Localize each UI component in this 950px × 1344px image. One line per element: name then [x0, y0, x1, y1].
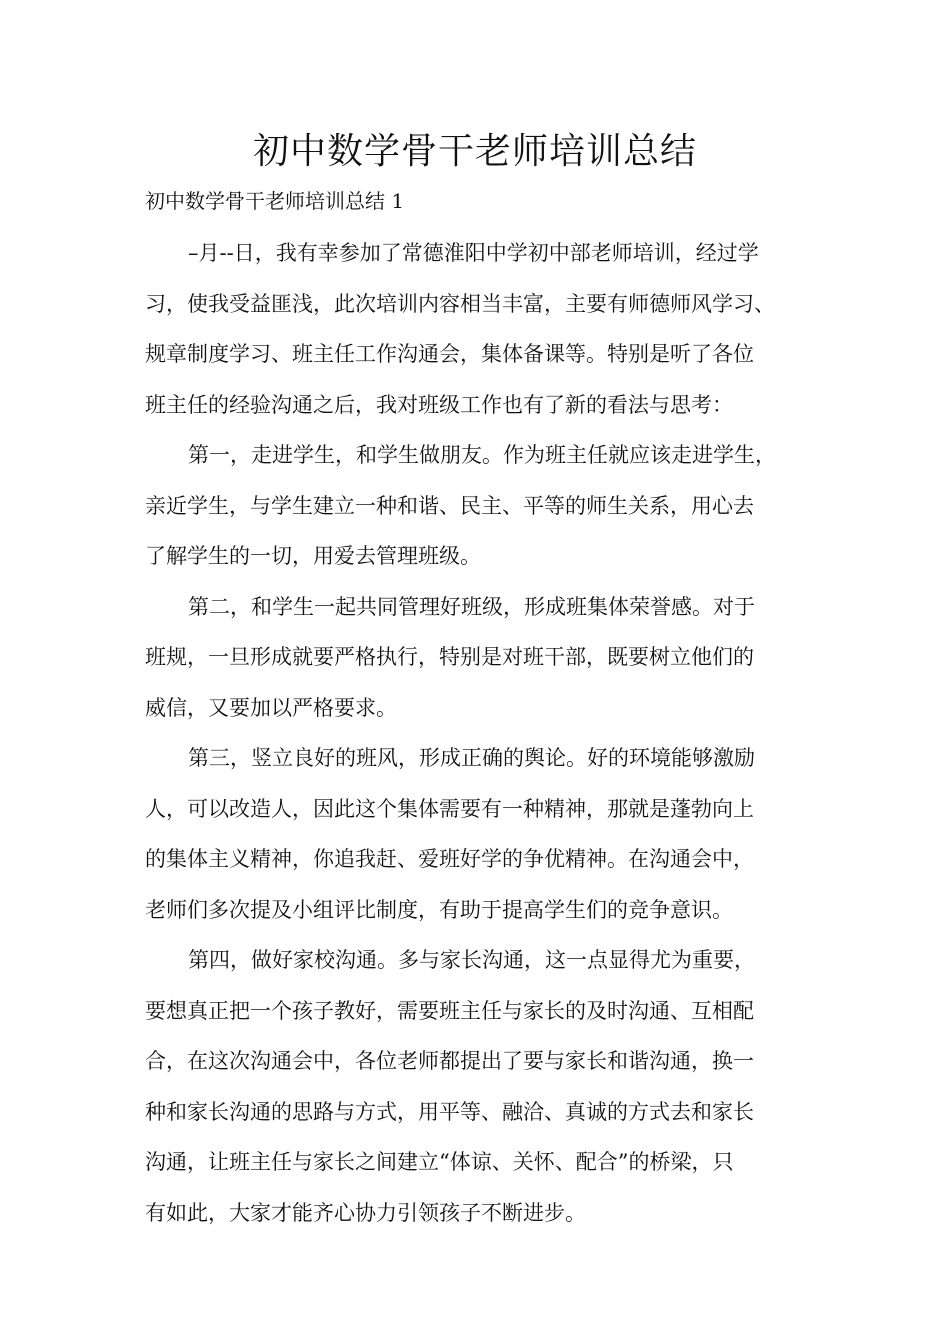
paragraph-1-line-2: 习，使我受益匪浅，此次培训内容相当丰富，主要有师德师风学习、: [145, 291, 775, 316]
paragraph-5-line-5: 沟通，让班主任与家长之间建立“体谅、关怀、配合”的桥梁，只: [145, 1150, 734, 1174]
section-heading: 初中数学骨干老师培训总结 1: [145, 189, 405, 213]
paragraph-3-line-3: 威信，又要加以严格要求。: [145, 695, 397, 720]
paragraph-5-line-4: 种和家长沟通的思路与方式，用平等、融洽、真诚的方式去和家长: [145, 1099, 754, 1124]
paragraph-1-line-4: 班主任的经验沟通之后，我对班级工作也有了新的看法与思考：: [145, 392, 733, 417]
paragraph-5-line-1: 第四，做好家校沟通。多与家长沟通，这一点显得尤为重要，: [188, 948, 755, 972]
paragraph-3-line-1: 第二，和学生一起共同管理好班级，形成班集体荣誉感。对于: [188, 594, 755, 619]
paragraph-1-line-3: 规章制度学习、班主任工作沟通会，集体备课等。特别是听了各位: [145, 342, 754, 366]
paragraph-3-line-2: 班规，一旦形成就要严格执行，特别是对班干部，既要树立他们的: [145, 645, 754, 669]
paragraph-4-line-3: 的集体主义精神，你追我赶、爱班好学的争优精神。在沟通会中，: [145, 847, 754, 871]
paragraph-4-line-4: 老师们多次提及小组评比制度，有助于提高学生们的竞争意识。: [145, 897, 733, 922]
paragraph-5-line-6: 有如此，大家才能齐心协力引领孩子不断进步。: [145, 1200, 586, 1225]
document-body: [145, 228, 825, 1238]
paragraph-4-line-2: 人，可以改造人，因此这个集体需要有一种精神，那就是蓬勃向上: [145, 796, 754, 821]
paragraph-2-line-1: 第一，走进学生，和学生做朋友。作为班主任就应该走进学生，: [188, 443, 776, 467]
paragraph-5-line-2: 要想真正把一个孩子教好，需要班主任与家长的及时沟通、互相配: [145, 998, 754, 1023]
document-title: 初中数学骨干老师培训总结: [252, 131, 697, 172]
paragraph-2-line-3: 了解学生的一切，用爱去管理班级。: [145, 544, 481, 568]
paragraph-4-line-1: 第三，竖立良好的班风，形成正确的舆论。好的环境能够激励: [188, 746, 755, 770]
paragraph-1-line-1: –月--日，我有幸参加了常德淮阳中学初中部老师培训，经过学: [188, 241, 759, 265]
paragraph-5-line-3: 合，在这次沟通会中，各位老师都提出了要与家长和谐沟通，换一: [145, 1049, 754, 1073]
paragraph-2-line-2: 亲近学生，与学生建立一种和谐、民主、平等的师生关系，用心去: [145, 493, 754, 518]
